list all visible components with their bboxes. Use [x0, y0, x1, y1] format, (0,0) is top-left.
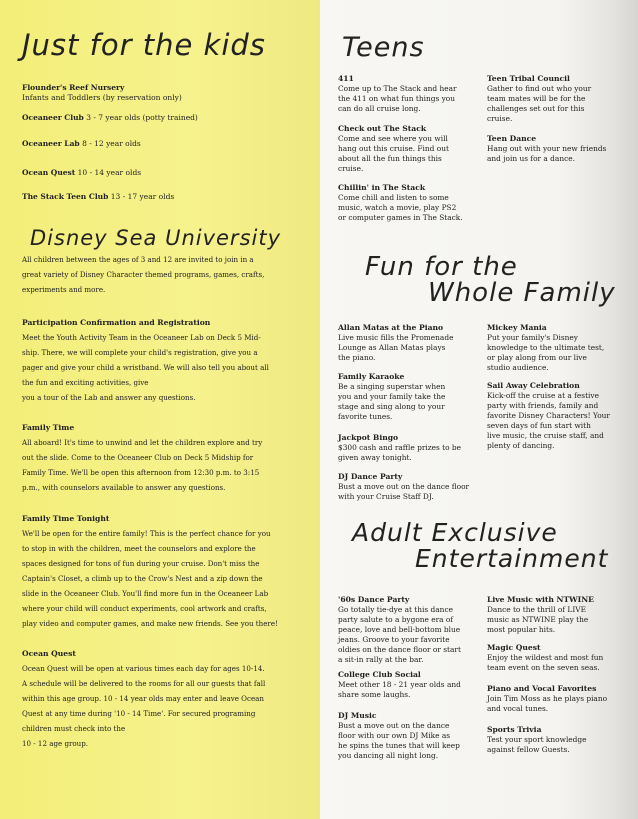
- item-line: favorite tunes.: [338, 412, 393, 421]
- section-line: All aboard! It's time to unwind and let the children explore and try: [22, 438, 263, 447]
- item-line: favorite Disney Characters! Your: [487, 411, 610, 420]
- item-line: and join us for a dance.: [487, 154, 575, 163]
- item-line: Come up to The Stack and hear: [338, 84, 457, 93]
- item-line: hang out this cruise. Find out: [338, 144, 449, 153]
- item-line: music, watch a movie, play PS2: [338, 203, 457, 212]
- item-title: Allan Matas at the Piano: [338, 323, 444, 332]
- item-title: Sports Trivia: [487, 725, 542, 734]
- item-line: Bust a move out on the dance floor: [338, 482, 470, 491]
- section-line: out the slide. Come to the Oceaneer Club on Deck 5 Midship for: [22, 453, 254, 462]
- item-title: Magic Quest: [487, 643, 541, 652]
- family-title-line1: Fun for the: [365, 252, 518, 282]
- program-oceaneer-club: [22, 113, 198, 122]
- teens-item-411: [338, 74, 488, 114]
- item-title: Family Karaoke: [338, 372, 405, 381]
- section-line: Quest at any time during '10 - 14 Time'. For secured programing: [22, 709, 256, 718]
- item-line: Be a singing superstar when: [338, 382, 446, 391]
- section-title: Ocean Quest: [22, 649, 76, 658]
- item-title: Live Music with NTWINE: [487, 595, 594, 604]
- item-line: a sit-in rally at the bar.: [338, 655, 424, 664]
- section-line: Meet the Youth Activity Team in the Oceaneer Lab on Deck 5 Mid-: [22, 333, 261, 342]
- item-title: DJ Music: [338, 711, 377, 720]
- item-line: the 411 on what fun things you: [338, 94, 455, 103]
- item-line: challenges set out for this: [487, 104, 585, 113]
- item-line: he spins the tunes that will keep: [338, 741, 460, 750]
- item-line: and vocal tunes.: [487, 704, 549, 713]
- family-item-dj-dance: [338, 472, 488, 502]
- section-line: Ocean Quest will be open at various times each day for ages 10-14.: [22, 664, 265, 673]
- item-line: Hang out with your new friends: [487, 144, 607, 153]
- section-line: Captain's Closet, a climb up to the Crow's Nest and a zip down the: [22, 574, 263, 583]
- section-line: within this age group. 10 - 14 year olds may enter and leave Ocean: [22, 694, 264, 703]
- university-title: Disney Sea University: [30, 226, 282, 250]
- item-line: $300 cash and raffle prizes to be: [338, 443, 462, 452]
- item-title: Jackpot Bingo: [338, 433, 399, 442]
- section-line: ship. There, we will complete your child's registration, give you a: [22, 348, 258, 357]
- adult-item-60s-party: [338, 595, 488, 665]
- program-desc: Infants and Toddlers (by reservation only): [22, 93, 182, 102]
- item-line: Gather to find out who your: [487, 84, 592, 93]
- item-line: Go totally tie-dye at this dance: [338, 605, 453, 614]
- section-line: We'll be open for the entire family! This is the perfect chance for you: [22, 529, 271, 538]
- family-item-bingo: [338, 433, 488, 463]
- item-line: you dancing all night long.: [338, 751, 439, 760]
- program-nursery: [22, 83, 182, 103]
- item-line: cruise.: [338, 164, 364, 173]
- section-line: where your child will conduct experiments, cool artwork and crafts,: [22, 604, 267, 613]
- program-ocean-quest: [22, 168, 141, 177]
- program-name: Oceaneer Club: [22, 113, 84, 122]
- section-line: play video and computer games, and make new friends. See you there!: [22, 619, 278, 628]
- item-line: Live music fills the Promenade: [338, 333, 454, 342]
- item-line: you and your family take the: [338, 392, 446, 401]
- item-line: peace, love and bell-bottom blue: [338, 625, 461, 634]
- item-line: jeans. Groove to your favorite: [338, 635, 450, 644]
- program-desc: 13 - 17 year olds: [110, 192, 175, 201]
- item-line: Test your sport knowledge: [487, 735, 587, 744]
- item-line: Come chill and listen to some: [338, 193, 449, 202]
- section-line: pager and give your child a wristband. We will also tell you about all: [22, 363, 269, 372]
- program-name: The Stack Teen Club: [22, 192, 109, 201]
- teens-title: Teens: [342, 32, 425, 63]
- adult-item-piano-vocal: [487, 684, 637, 714]
- item-line: Put your family's Disney: [487, 333, 578, 342]
- program-desc: 3 - 7 year olds (potty trained): [86, 113, 198, 122]
- teens-item-check-out: [338, 124, 488, 174]
- item-title: 411: [338, 74, 354, 83]
- item-line: knowledge to the ultimate test,: [487, 343, 605, 352]
- item-line: party with friends, family and: [487, 401, 599, 410]
- program-oceaneer-lab: [22, 139, 141, 148]
- item-line: Come and see where you will: [338, 134, 448, 143]
- section-family-time: [22, 420, 307, 495]
- item-line: Kick-off the cruise at a festive: [487, 391, 599, 400]
- family-item-piano: [338, 323, 488, 363]
- item-line: Join Tim Moss as he plays piano: [487, 694, 608, 703]
- item-line: Meet other 18 - 21 year olds and: [338, 680, 461, 689]
- item-title: College Club Social: [338, 670, 421, 679]
- item-line: live music, the cruise staff, and: [487, 431, 604, 440]
- section-ocean-quest: [22, 646, 307, 751]
- item-line: Dance to the thrill of LIVE: [487, 605, 586, 614]
- program-desc: 10 - 14 year olds: [77, 168, 142, 177]
- item-line: studio audience.: [487, 363, 549, 372]
- section-line: 10 - 12 age group.: [22, 739, 89, 748]
- adult-item-dj-music: [338, 711, 488, 761]
- item-line: stage and sing along to your: [338, 402, 445, 411]
- intro-line: All children between the ages of 3 and 12 are invited to join in a: [22, 255, 254, 264]
- item-title: Mickey Mania: [487, 323, 547, 332]
- item-line: Bust a move out on the dance: [338, 721, 450, 730]
- item-line: share some laughs.: [338, 690, 411, 699]
- section-line: children must check into the: [22, 724, 126, 733]
- item-title: Teen Dance: [487, 134, 537, 143]
- item-line: team event on the seven seas.: [487, 663, 600, 672]
- program-name: Flounder's Reef Nursery: [22, 83, 125, 92]
- item-line: given away tonight.: [338, 453, 412, 462]
- intro-line: great variety of Disney Character themed programs, games, crafts,: [22, 270, 265, 279]
- program-stack-teen: [22, 192, 174, 201]
- item-line: seven days of fun start with: [487, 421, 591, 430]
- program-name: Oceaneer Lab: [22, 139, 80, 148]
- adult-item-ntwine: [487, 595, 637, 635]
- section-line: you a tour of the Lab and answer any questions.: [22, 393, 196, 402]
- item-line: plenty of dancing.: [487, 441, 555, 450]
- adult-item-magic-quest: [487, 643, 637, 673]
- section-line: A schedule will be delivered to the rooms for all our guests that fall: [22, 679, 266, 688]
- section-line: to stop in with the children, meet the counselors and explore the: [22, 544, 256, 553]
- item-line: or play along from our live: [487, 353, 587, 362]
- teens-item-chillin: [338, 183, 488, 223]
- item-line: or computer games in The Stack.: [338, 213, 463, 222]
- item-line: against fellow Guests.: [487, 745, 570, 754]
- teens-item-dance: [487, 134, 637, 164]
- item-line: the piano.: [338, 353, 376, 362]
- section-line: the fun and exciting activities, give: [22, 378, 149, 387]
- section-title: Participation Confirmation and Registration: [22, 318, 211, 327]
- family-item-sail-away: [487, 381, 637, 451]
- university-intro: [22, 252, 307, 297]
- item-title: DJ Dance Party: [338, 472, 403, 481]
- item-line: about all the fun things this: [338, 154, 442, 163]
- adult-item-sports-trivia: [487, 725, 637, 755]
- family-item-mickey-mania: [487, 323, 637, 373]
- item-title: Sail Away Celebration: [487, 381, 580, 390]
- item-title: '60s Dance Party: [338, 595, 410, 604]
- family-title-line2: Whole Family: [428, 278, 616, 308]
- section-line: spaces designed for tons of fun during your cruise. Don't miss the: [22, 559, 260, 568]
- item-line: Lounge as Allan Matas plays: [338, 343, 446, 352]
- item-line: team mates will be for the: [487, 94, 586, 103]
- item-title: Chillin' in The Stack: [338, 183, 426, 192]
- adult-item-college-club: [338, 670, 488, 700]
- item-title: Check out The Stack: [338, 124, 427, 133]
- item-line: with your Cruise Staff DJ.: [338, 492, 434, 501]
- item-line: party salute to a bygone era of: [338, 615, 454, 624]
- item-title: Piano and Vocal Favorites: [487, 684, 597, 693]
- item-line: most popular hits.: [487, 625, 556, 634]
- kids-title: Just for the kids: [22, 28, 266, 62]
- section-family-time-tonight: [22, 511, 307, 631]
- item-line: floor with our own DJ Mike as: [338, 731, 451, 740]
- adult-title-line2: Entertainment: [415, 544, 609, 573]
- family-item-karaoke: [338, 372, 488, 422]
- section-title: Family Time: [22, 423, 75, 432]
- item-line: can do all cruise long.: [338, 104, 421, 113]
- section-line: Family Time. We'll be open this afternoon from 12:30 p.m. to 3:15: [22, 468, 260, 477]
- intro-line: experiments and more.: [22, 285, 106, 294]
- section-line: slide in the Oceaneer Club. You'll find more fun in the Oceaneer Lab: [22, 589, 269, 598]
- program-desc: 8 - 12 year olds: [82, 139, 141, 148]
- item-line: music as NTWINE play the: [487, 615, 589, 624]
- item-line: Enjoy the wildest and most fun: [487, 653, 604, 662]
- item-line: cruise.: [487, 114, 513, 123]
- section-line: p.m., with counselors available to answer any questions.: [22, 483, 226, 492]
- item-line: oldies on the dance floor or start: [338, 645, 461, 654]
- section-registration: [22, 315, 307, 405]
- item-title: Teen Tribal Council: [487, 74, 570, 83]
- teens-item-tribal-council: [487, 74, 637, 124]
- section-title: Family Time Tonight: [22, 514, 110, 523]
- adult-title-line1: Adult Exclusive: [352, 518, 558, 547]
- program-name: Ocean Quest: [22, 168, 76, 177]
